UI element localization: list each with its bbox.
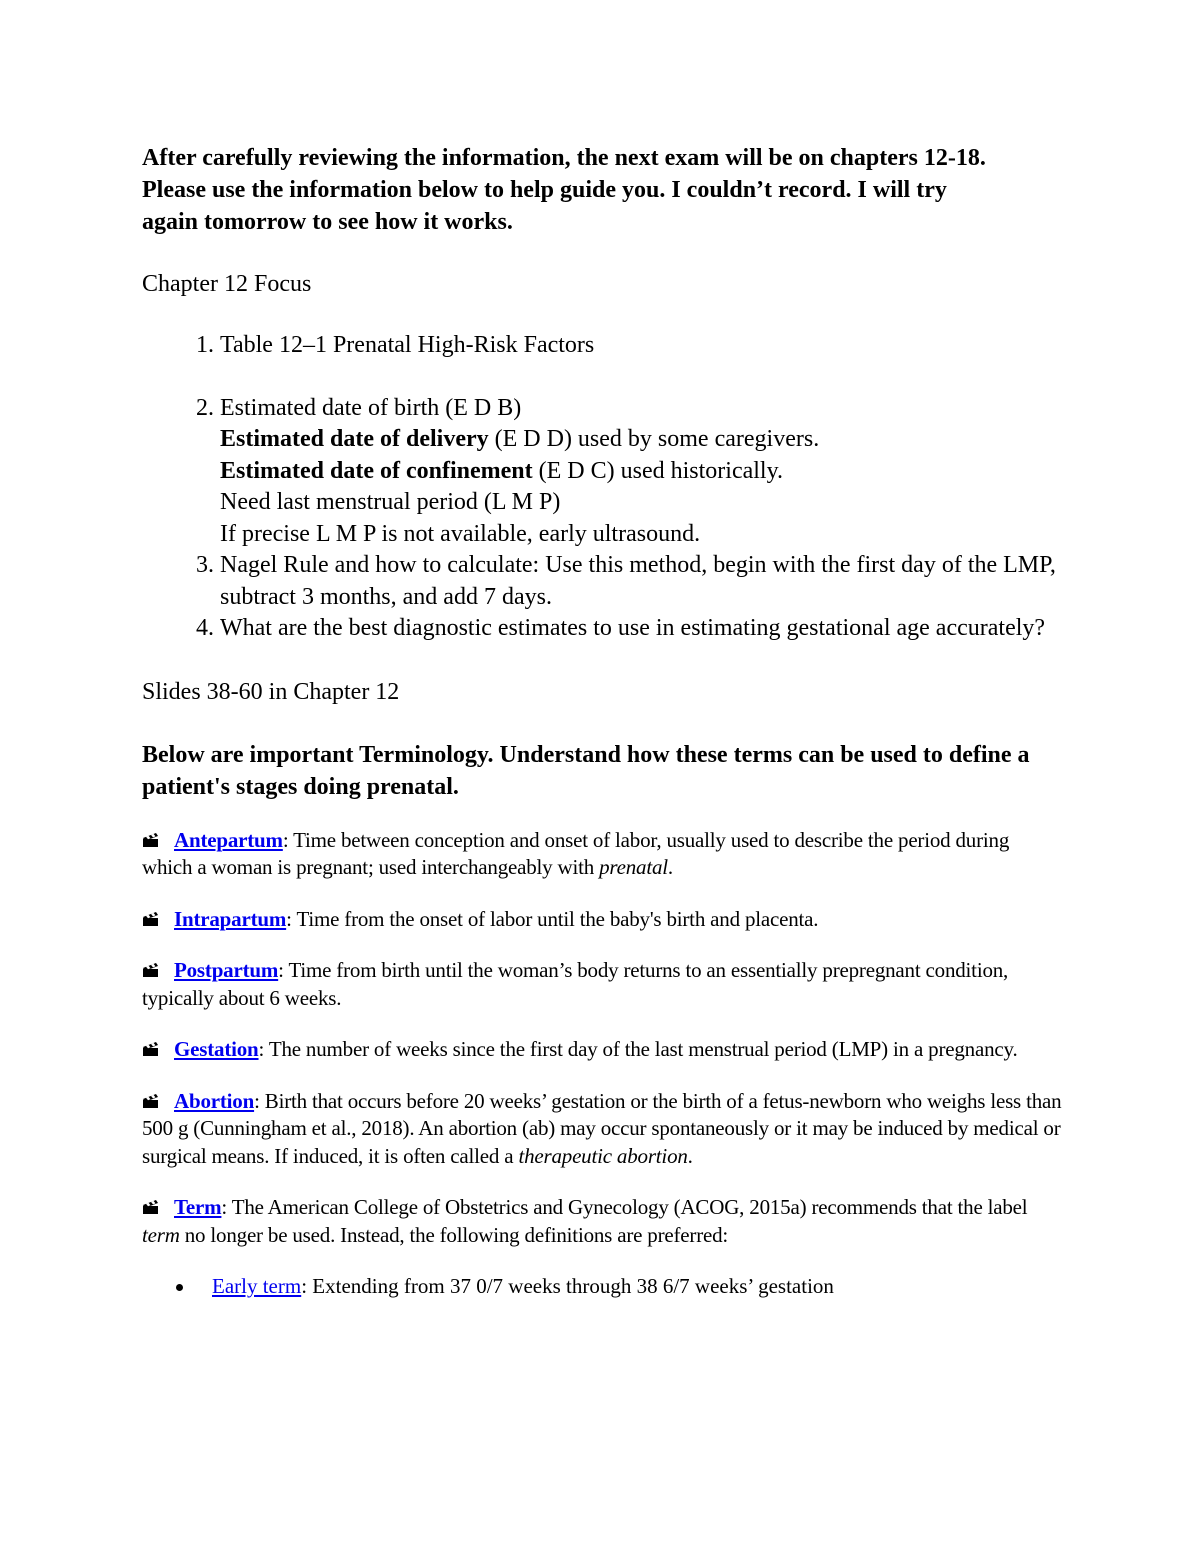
focus-item-2 bbox=[220, 393, 1062, 551]
focus-item-2-line-2 bbox=[220, 424, 1062, 456]
chapter-heading: Chapter 12 Focus bbox=[142, 271, 312, 297]
early-term-link[interactable]: Early term bbox=[212, 1274, 302, 1298]
intrapartum-link[interactable]: Intrapartum bbox=[174, 906, 287, 931]
focus-item-1-text: Table 12–1 Prenatal High-Risk Factors bbox=[220, 332, 595, 358]
focus-item-2-line-5: If precise L M P is not available, early ultrasound. bbox=[220, 520, 701, 547]
gestation-definition: : The number of weeks since the first day of the last menstrual period (LMP) in a pregnancy. bbox=[258, 1037, 1018, 1061]
focus-item-2-line-3 bbox=[220, 456, 1062, 488]
clapperboard-icon bbox=[142, 958, 162, 974]
term-gestation bbox=[142, 1036, 1062, 1064]
postpartum-link[interactable]: Postpartum bbox=[174, 958, 279, 982]
postpartum-definition: : Time from birth until the woman’s body returns to an essentially prepregnant condition, typically about 6 weeks. bbox=[142, 958, 1009, 1010]
bullet-icon bbox=[176, 1284, 183, 1291]
focus-item-1 bbox=[220, 330, 1062, 362]
document-page bbox=[142, 142, 1062, 1301]
edd-term: Estimated date of delivery bbox=[220, 426, 489, 452]
slides-reference: Slides 38-60 in Chapter 12 bbox=[142, 678, 400, 705]
focus-item-3 bbox=[220, 550, 1062, 613]
term-abortion bbox=[142, 1088, 1062, 1171]
term-link[interactable]: Term bbox=[174, 1195, 222, 1219]
term-postpartum bbox=[142, 957, 1062, 1012]
term-subdefinitions bbox=[142, 1273, 1062, 1301]
gestation-link[interactable]: Gestation bbox=[174, 1037, 259, 1061]
clapperboard-icon bbox=[142, 907, 162, 923]
intro-line-2: Please use the information below to help guide you. I couldn’t record. I will try bbox=[142, 177, 947, 203]
edc-rest: (E D C) used historically. bbox=[532, 457, 784, 484]
abortion-italic: therapeutic abortion bbox=[518, 1143, 688, 1168]
antepartum-italic: prenatal bbox=[599, 855, 668, 879]
edc-term: Estimated date of confinement bbox=[220, 457, 533, 484]
focus-item-4 bbox=[220, 613, 1062, 645]
abortion-link[interactable]: Abortion bbox=[174, 1088, 255, 1113]
term-definition-b: no longer be used. Instead, the following definitions are preferred: bbox=[179, 1222, 729, 1247]
term-antepartum bbox=[142, 827, 1062, 882]
list-item-early-term bbox=[176, 1273, 1062, 1301]
focus-item-4-text: What are the best diagnostic estimates to use in estimating gestational age accurately? bbox=[220, 615, 1046, 641]
clapperboard-icon bbox=[142, 1089, 162, 1105]
intro-paragraph bbox=[142, 142, 1062, 238]
edd-rest: (E D D) used by some caregivers. bbox=[488, 426, 820, 452]
early-term-definition: : Extending from 37 0/7 weeks through 38 6/7 weeks’ gestation bbox=[301, 1274, 834, 1298]
term-italic: term bbox=[142, 1222, 180, 1247]
intrapartum-definition: : Time from the onset of labor until the baby's birth and placenta. bbox=[286, 906, 819, 931]
term-intrapartum bbox=[142, 906, 1062, 934]
clapperboard-icon bbox=[142, 1037, 162, 1053]
term-term bbox=[142, 1194, 1062, 1249]
clapperboard-icon bbox=[142, 1195, 162, 1211]
focus-list bbox=[142, 330, 1062, 645]
term-definition-a: : The American College of Obstetrics and Gynecology (ACOG, 2015a) recommends that the label bbox=[221, 1195, 1028, 1219]
abortion-tail: . bbox=[687, 1143, 693, 1168]
focus-item-2-line-4: Need last menstrual period (L M P) bbox=[220, 489, 561, 515]
antepartum-link[interactable]: Antepartum bbox=[174, 827, 283, 852]
clapperboard-icon bbox=[142, 828, 162, 844]
abortion-definition: : Birth that occurs before 20 weeks’ gestation or the birth of a fetus-newborn who weighs less than 500 g (Cunningham et al., 2018). An abortion (ab) may occur spontaneously or it may be induced by medical or surgical means. If induced, it is often called a bbox=[142, 1088, 1062, 1168]
intro-line-3: again tomorrow to see how it works. bbox=[142, 209, 513, 235]
intro-line-1: After carefully reviewing the information, the next exam will be on chapters 12-18. bbox=[142, 145, 986, 171]
terminology-intro: Below are important Terminology. Understand how these terms can be used to define a patient's stages doing prenatal. bbox=[142, 741, 1030, 800]
focus-item-2-line-1: 2. Estimated date of birth (E D B) bbox=[220, 394, 522, 421]
focus-item-3-text: Nagel Rule and how to calculate: Use this method, begin with the first day of the LMP, subtract 3 months, and add 7 days. bbox=[220, 552, 1056, 610]
antepartum-tail: . bbox=[667, 855, 673, 879]
antepartum-definition: : Time between conception and onset of labor, usually used to describe the period during which a woman is pregnant; used interchangeably with bbox=[142, 827, 1010, 879]
